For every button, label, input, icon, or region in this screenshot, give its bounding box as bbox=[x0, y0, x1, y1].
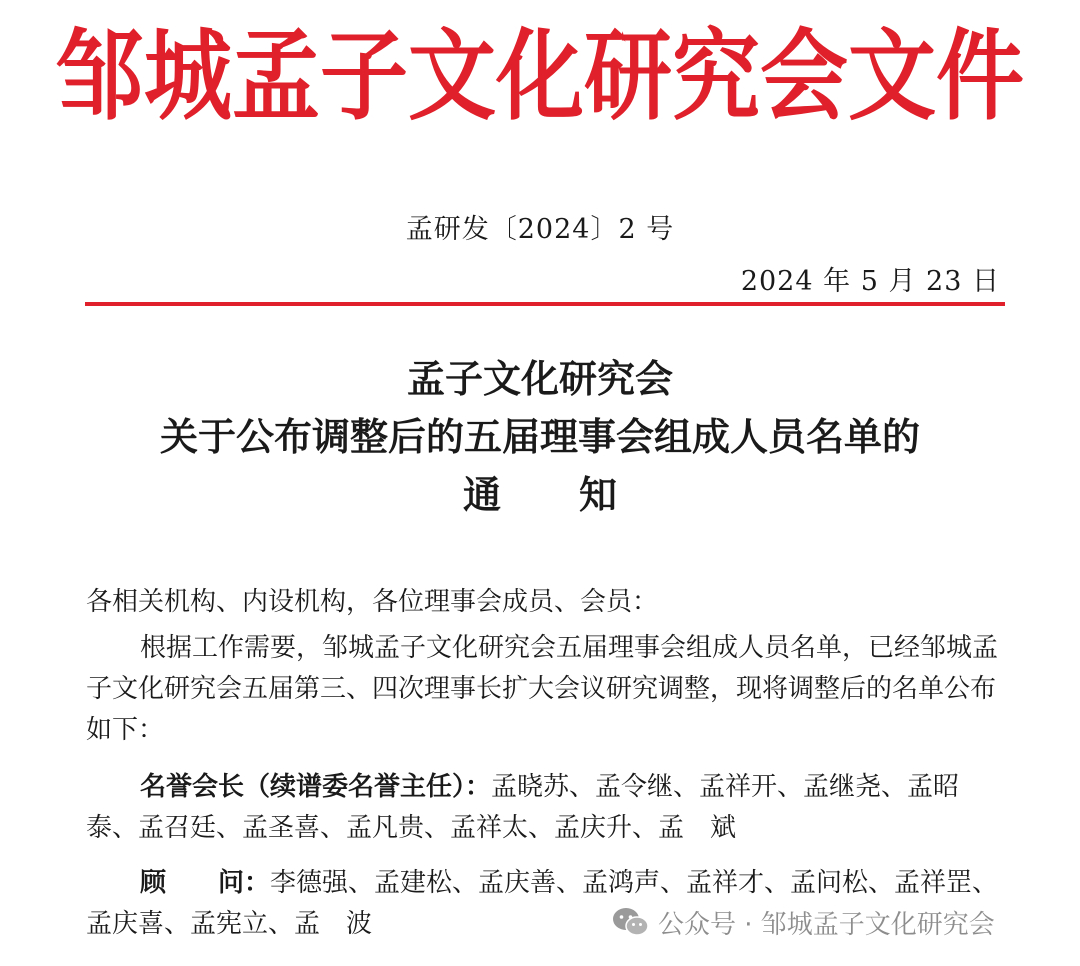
paragraph-honorary-presidents bbox=[86, 767, 1010, 849]
honorary-label: 名誉会长（续谱委名誉主任）： bbox=[140, 772, 492, 802]
advisor-label: 顾 问： bbox=[140, 868, 271, 898]
document-number: 孟研发〔2024〕2 号 bbox=[405, 214, 675, 245]
notice-title bbox=[0, 350, 1080, 524]
document-date: 2024 年 5 月 23 日 bbox=[740, 266, 1000, 297]
title-line-1: 孟子文化研究会 bbox=[406, 356, 673, 401]
title-line-2: 关于公布调整后的五届理事会组成人员名单的 bbox=[159, 414, 920, 459]
red-divider bbox=[85, 302, 1005, 306]
advisor-names: 李德强、孟建松、孟庆善、孟鸿声、孟祥才、孟问松、孟祥罡、孟庆喜、孟宪立、孟 波 bbox=[86, 868, 999, 939]
paragraph-intro: 根据工作需要，邹城孟子文化研究会五届理事会组成人员名单，已经邹城孟子文化研究会五届第三、四次理事长扩大会议研究调整，现将调整后的名单公布如下： bbox=[86, 633, 999, 745]
title-char-zhi: 知 bbox=[579, 472, 618, 517]
honorary-names: 孟晓苏、孟令继、孟祥开、孟继尧、孟昭泰、孟召廷、孟圣喜、孟凡贵、孟祥太、孟庆升、孟 斌 bbox=[86, 772, 960, 843]
wechat-icon bbox=[612, 906, 650, 938]
salutation: 各相关机构、内设机构，各位理事会成员、会员： bbox=[86, 587, 659, 617]
masthead-title: 邹城孟子文化研究会文件 bbox=[55, 16, 1024, 134]
wechat-watermark bbox=[612, 900, 995, 944]
title-char-tong: 通 bbox=[462, 472, 501, 517]
watermark-text: 公众号 · 邹城孟子文化研究会 bbox=[658, 909, 995, 940]
title-line-3 bbox=[0, 466, 1080, 524]
